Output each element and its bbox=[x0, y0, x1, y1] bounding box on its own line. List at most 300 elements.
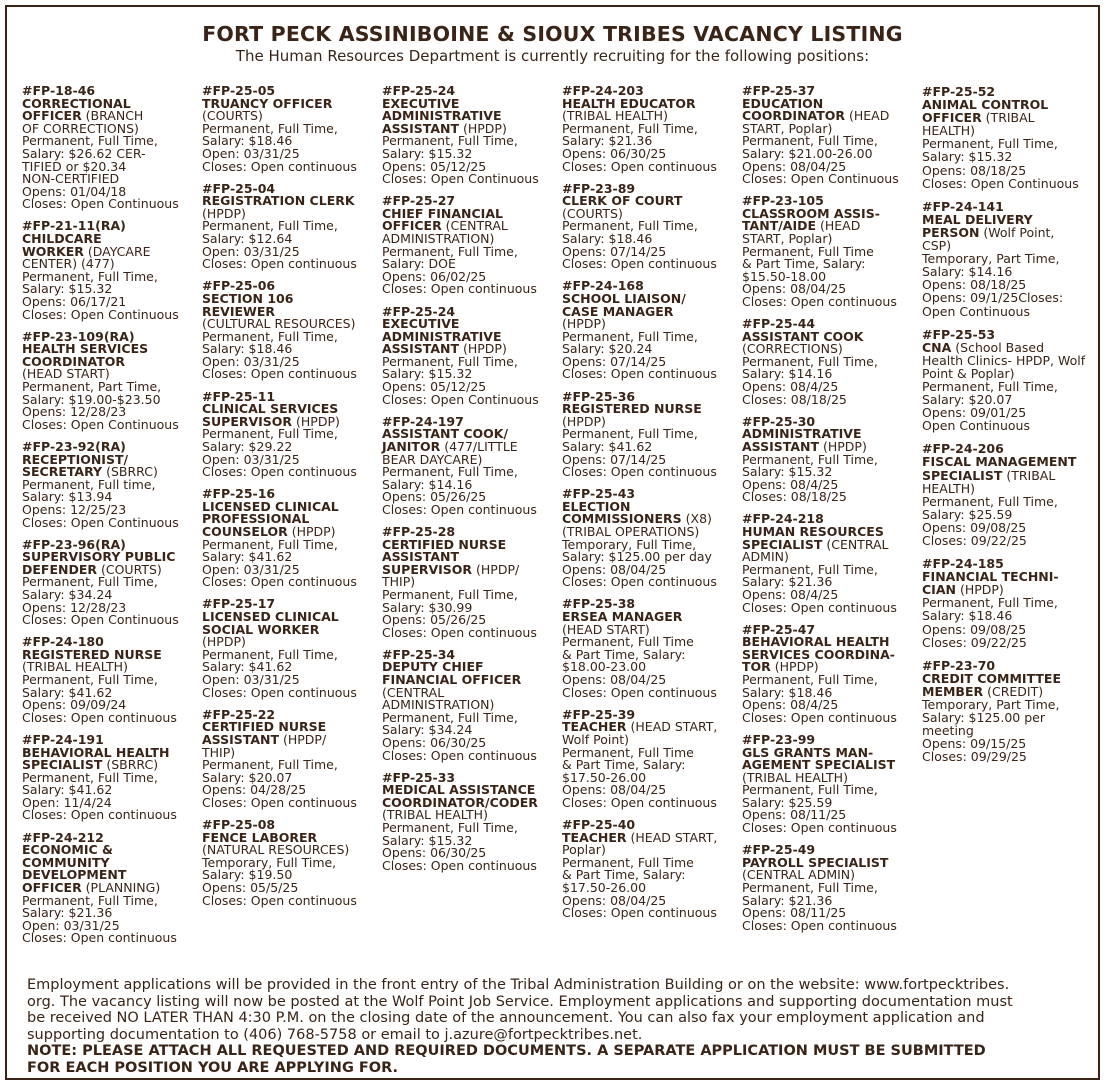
vacancy-line: THIP) bbox=[202, 744, 236, 760]
vacancy-line: Opens: 06/30/25 bbox=[382, 845, 487, 861]
vacancy-line: Closes: Open Continuous bbox=[22, 416, 179, 432]
vacancy-line: Opens: 08/04/25 bbox=[562, 672, 667, 688]
vacancy-listing bbox=[202, 280, 380, 381]
vacancy-line: SUPERVISORY PUBLIC bbox=[22, 549, 176, 565]
vacancy-line: SUPERVISOR (HPDP) bbox=[202, 413, 340, 429]
vacancy-line: Permanent, Part Time, bbox=[22, 379, 162, 395]
position-number: #FP-25-22 bbox=[202, 706, 276, 722]
vacancy-column-2 bbox=[202, 85, 380, 917]
position-number: #FP-24-197 bbox=[382, 413, 464, 429]
position-number: #FP-21-11(RA) bbox=[22, 218, 126, 234]
vacancy-listing bbox=[742, 85, 920, 186]
vacancy-line: Closes: Open continuous bbox=[562, 905, 717, 921]
vacancy-line: EXECUTIVE bbox=[382, 316, 460, 332]
vacancy-line: CLASSROOM ASSIS- bbox=[742, 205, 880, 221]
vacancy-line: Salary: $14.16 bbox=[922, 264, 1013, 280]
vacancy-line: CERTIFIED NURSE bbox=[202, 719, 327, 735]
vacancy-line: Permanent, Full Time, bbox=[382, 243, 518, 259]
vacancy-line: Salary: $18.46 bbox=[742, 684, 833, 700]
vacancy-line: Permanent, Full Time, bbox=[742, 133, 878, 149]
vacancy-listing bbox=[22, 636, 200, 724]
vacancy-line: ADMINISTRATIVE bbox=[742, 426, 862, 442]
vacancy-line: Salary: $21.36 bbox=[742, 574, 833, 590]
vacancy-line: Permanent, Full Time, bbox=[202, 426, 338, 442]
position-number: #FP-24-185 bbox=[922, 556, 1004, 572]
vacancy-line: Opens: 08/11/25 bbox=[742, 807, 847, 823]
position-number: #FP-25-06 bbox=[202, 278, 276, 294]
vacancy-line: Opens: 09/08/25 bbox=[922, 519, 1027, 535]
vacancy-line: EDUCATION bbox=[742, 95, 824, 111]
vacancy-line: Salary: $30.99 bbox=[382, 599, 473, 615]
vacancy-line: Permanent, Full Time, bbox=[22, 892, 158, 908]
vacancy-line: Permanent, Full Time bbox=[562, 634, 694, 650]
vacancy-line: Health Clinics- HPDP, Wolf bbox=[922, 352, 1086, 368]
vacancy-listing bbox=[562, 280, 740, 381]
vacancy-line: ADMINISTRATION) bbox=[382, 231, 495, 247]
vacancy-line: BEHAVIORAL HEALTH bbox=[742, 634, 890, 650]
vacancy-columns bbox=[22, 85, 1097, 965]
vacancy-listing bbox=[742, 195, 920, 308]
vacancy-line: Salary: $26.62 CER- bbox=[22, 145, 146, 161]
vacancy-line: OFFICER (TRIBAL bbox=[922, 110, 1035, 126]
vacancy-line: Permanent, Full Time, bbox=[562, 218, 698, 234]
vacancy-line: Closes: Open continuous bbox=[562, 366, 717, 382]
vacancy-line: Closes: Open continuous bbox=[742, 599, 897, 615]
position-number: #FP-25-30 bbox=[742, 413, 816, 429]
vacancy-line: Salary: $15.32 bbox=[22, 281, 113, 297]
vacancy-line: (TRIBAL HEALTH) bbox=[562, 108, 668, 124]
vacancy-line: COORDINATOR/CODER bbox=[382, 794, 538, 810]
vacancy-line: Opens: 05/26/25 bbox=[382, 489, 487, 505]
vacancy-line: Salary: $41.62 bbox=[22, 684, 113, 700]
page-subtitle: The Human Resources Department is currently recruiting for the following positions: bbox=[235, 47, 870, 65]
position-number: #FP-25-11 bbox=[202, 388, 276, 404]
vacancy-column-6 bbox=[922, 85, 1100, 774]
vacancy-line: Closes: Open Continuous bbox=[22, 514, 179, 530]
vacancy-line: ASSISTANT bbox=[382, 549, 459, 565]
vacancy-line: Salary: $15.32 bbox=[742, 464, 833, 480]
vacancy-line: (COURTS) bbox=[202, 108, 263, 124]
vacancy-line: Temporary, Full Time, bbox=[562, 536, 697, 552]
position-number: #FP-25-52 bbox=[922, 84, 996, 99]
vacancy-line: HEALTH) bbox=[922, 123, 976, 139]
vacancy-line: Closes: Open Continuous bbox=[742, 171, 899, 187]
vacancy-line: (CULTURAL RESOURCES) bbox=[202, 316, 356, 332]
vacancy-line: Permanent, Full Time, bbox=[742, 672, 878, 688]
vacancy-line: & Part Time, Salary: bbox=[562, 867, 686, 883]
vacancy-line: Closes: Open continuous bbox=[562, 256, 717, 272]
vacancy-line: Closes: Open continuous bbox=[742, 709, 897, 725]
vacancy-line: ERSEA MANAGER bbox=[562, 609, 683, 625]
vacancy-line: Opens: 08/04/25 bbox=[742, 158, 847, 174]
listing-frame bbox=[5, 5, 1100, 1080]
vacancy-listing bbox=[562, 85, 740, 173]
vacancy-line: Opens: 08/4/25 bbox=[742, 379, 839, 395]
vacancy-line: REVIEWER bbox=[202, 303, 275, 319]
vacancy-line: FINANCIAL TECHNI- bbox=[922, 569, 1059, 585]
vacancy-line: FENCE LABORER bbox=[202, 829, 318, 845]
vacancy-listing bbox=[742, 844, 920, 932]
vacancy-line: Opens: 06/02/25 bbox=[382, 268, 487, 284]
vacancy-line: DEVELOPMENT bbox=[22, 867, 127, 883]
vacancy-line: Poplar) bbox=[562, 842, 606, 858]
vacancy-line: Closes: Open continuous bbox=[202, 366, 357, 382]
vacancy-line: (COURTS) bbox=[562, 205, 623, 221]
vacancy-line: TEACHER (HEAD START, bbox=[562, 829, 718, 845]
position-number: #FP-25-27 bbox=[382, 193, 456, 209]
position-number: #FP-25-28 bbox=[382, 524, 456, 539]
vacancy-line: Permanent, Full Time, bbox=[922, 136, 1058, 152]
vacancy-line: Salary: $21.36 bbox=[742, 892, 833, 908]
vacancy-line: Open: 03/31/25 bbox=[202, 451, 300, 467]
vacancy-listing bbox=[922, 85, 1100, 190]
position-number: #FP-24-218 bbox=[742, 511, 824, 527]
vacancy-line: Salary: $20.07 bbox=[922, 392, 1013, 408]
vacancy-line: Closes: Open continuous bbox=[382, 624, 537, 640]
vacancy-line: (CENTRAL ADMIN) bbox=[742, 867, 856, 883]
vacancy-listing bbox=[382, 195, 560, 296]
vacancy-line: COUNSELOR (HPDP) bbox=[202, 524, 336, 539]
vacancy-line: Closes: Open continuous bbox=[742, 820, 897, 836]
vacancy-listing bbox=[382, 526, 560, 639]
vacancy-line: OFFICER (CENTRAL bbox=[382, 218, 508, 234]
vacancy-line: Closes: Open Continuous bbox=[382, 171, 539, 187]
vacancy-line: Salary: $13.94 bbox=[22, 489, 113, 505]
vacancy-line: Closes: 09/22/25 bbox=[922, 634, 1027, 650]
vacancy-listing bbox=[922, 659, 1100, 764]
vacancy-line: Permanent, Full Time, bbox=[22, 133, 158, 149]
vacancy-line: LICENSED CLINICAL bbox=[202, 609, 339, 625]
vacancy-listing bbox=[202, 488, 380, 589]
vacancy-line: Closes: Open Continuous bbox=[922, 175, 1079, 191]
vacancy-line: HUMAN RESOURCES bbox=[742, 524, 884, 539]
vacancy-line: Salary: $15.32 bbox=[382, 366, 473, 382]
position-number: #FP-25-38 bbox=[562, 596, 636, 612]
vacancy-line: ADMINISTRATIVE bbox=[382, 108, 502, 124]
position-number: #FP-25-53 bbox=[922, 326, 996, 342]
vacancy-line: Open Continuous bbox=[922, 303, 1030, 319]
vacancy-line: Salary: $21.00-26.00 bbox=[742, 145, 873, 161]
vacancy-line: SPECIALIST (SBRRC) bbox=[22, 757, 159, 773]
vacancy-line: Permanent, Full Time, bbox=[22, 769, 158, 785]
vacancy-line: DEPUTY CHIEF bbox=[382, 659, 484, 675]
vacancy-line: CHIEF FINANCIAL bbox=[382, 205, 503, 221]
vacancy-line: Closes: 09/22/25 bbox=[922, 533, 1027, 548]
vacancy-line: $17.50-26.00 bbox=[562, 769, 647, 785]
vacancy-line: Opens: 08/04/25 bbox=[562, 561, 667, 577]
vacancy-line: Permanent, Full Time, bbox=[202, 218, 338, 234]
vacancy-line: & Part Time, Salary: bbox=[562, 757, 686, 773]
vacancy-line: NON-CERTIFIED bbox=[22, 171, 120, 187]
vacancy-listing bbox=[202, 598, 380, 699]
position-number: #FP-25-24 bbox=[382, 83, 456, 98]
vacancy-line: CASE MANAGER bbox=[562, 303, 674, 319]
vacancy-listing bbox=[742, 621, 920, 725]
position-number: #FP-25-33 bbox=[382, 769, 456, 785]
vacancy-line: $15.50-18.00 bbox=[742, 268, 827, 284]
vacancy-line: CNA (School Based bbox=[922, 339, 1045, 355]
vacancy-line: CERTIFIED NURSE bbox=[382, 536, 507, 552]
vacancy-listing bbox=[562, 488, 740, 589]
vacancy-line: Permanent, Full Time, bbox=[382, 464, 518, 480]
vacancy-line: ASSISTANT (HPDP) bbox=[382, 120, 507, 136]
vacancy-line: Closes: Open continuous bbox=[562, 574, 717, 590]
vacancy-listing bbox=[742, 731, 920, 836]
vacancy-line: START, Poplar) bbox=[742, 231, 833, 247]
vacancy-line: BEAR DAYCARE) bbox=[382, 451, 483, 467]
instructions-line: be received NO LATER THAN 4:30 P.M. on the closing date of the announcement. You can also fax your employment application and bbox=[27, 1010, 985, 1027]
vacancy-line: Permanent, Full Time, bbox=[382, 353, 518, 369]
vacancy-line: Opens: 05/12/25 bbox=[382, 158, 487, 174]
position-number: #FP-25-17 bbox=[202, 596, 276, 612]
vacancy-listing bbox=[742, 513, 920, 614]
vacancy-line: Permanent, Full Time, bbox=[562, 426, 698, 442]
vacancy-line: PERSON (Wolf Point, bbox=[922, 224, 1055, 240]
vacancy-line: Opens: 08/04/25 bbox=[742, 281, 847, 297]
note-line: FOR EACH POSITION YOU ARE APPLYING FOR. bbox=[27, 1059, 399, 1076]
vacancy-line: Opens: 08/04/25 bbox=[562, 892, 667, 908]
position-number: #FP-25-39 bbox=[562, 706, 636, 722]
position-number: #FP-25-37 bbox=[742, 83, 816, 98]
vacancy-line: Closes: Open continuous bbox=[562, 684, 717, 700]
vacancy-line: Closes: Open continuous bbox=[22, 807, 177, 823]
vacancy-line: ADMINISTRATION) bbox=[382, 697, 495, 713]
vacancy-line: Closes: Open continuous bbox=[22, 930, 177, 946]
vacancy-line: Opens: 08/4/25 bbox=[742, 586, 839, 602]
position-number: #FP-23-109(RA) bbox=[22, 328, 135, 344]
vacancy-listing bbox=[562, 388, 740, 480]
position-number: #FP-23-99 bbox=[742, 731, 816, 747]
vacancy-line: Closes: Open Continuous bbox=[22, 612, 179, 628]
vacancy-line: COMMUNITY bbox=[22, 854, 110, 870]
vacancy-line: Permanent, Full Time, bbox=[202, 120, 338, 136]
position-number: #FP-25-24 bbox=[382, 303, 456, 319]
vacancy-line: Salary: $19.00-$23.50 bbox=[22, 391, 161, 407]
position-number: #FP-25-16 bbox=[202, 486, 276, 502]
vacancy-column-3 bbox=[382, 85, 560, 882]
vacancy-line: CREDIT COMMITTEE bbox=[922, 670, 1061, 686]
vacancy-line: Salary: $20.24 bbox=[562, 341, 653, 357]
vacancy-listing bbox=[922, 442, 1100, 547]
vacancy-line: Closes: Open continuous bbox=[202, 464, 357, 480]
vacancy-line: SUPERVISOR (HPDP/ bbox=[382, 561, 520, 577]
vacancy-line: Open: 03/31/25 bbox=[202, 672, 300, 688]
vacancy-line: Salary: $12.64 bbox=[202, 231, 293, 247]
position-number: #FP-25-04 bbox=[202, 180, 276, 196]
vacancy-line: TOR (HPDP) bbox=[742, 659, 819, 675]
vacancy-line: Closes: Open continuous bbox=[22, 709, 177, 725]
vacancy-listing bbox=[562, 598, 740, 699]
vacancy-line: Closes: Open continuous bbox=[742, 294, 897, 309]
position-number: #FP-24-203 bbox=[562, 83, 644, 98]
position-number: #FP-18-46 bbox=[22, 83, 96, 98]
vacancy-line: Permanent, Full Time, bbox=[382, 820, 518, 836]
vacancy-line: Opens: 08/18/25 bbox=[922, 277, 1027, 293]
vacancy-line: SCHOOL LIAISON/ bbox=[562, 290, 686, 306]
vacancy-line: Permanent, Full Time, bbox=[742, 451, 878, 467]
vacancy-line: SOCIAL WORKER bbox=[202, 621, 320, 637]
vacancy-line: Salary: $18.46 bbox=[202, 133, 293, 149]
vacancy-line: BEHAVIORAL HEALTH bbox=[22, 744, 170, 760]
vacancy-line: Open: 03/31/25 bbox=[202, 145, 300, 161]
vacancy-line: Salary: $19.50 bbox=[202, 867, 293, 883]
vacancy-line: Salary: $14.16 bbox=[382, 476, 473, 492]
vacancy-line: ASSISTANT (HPDP) bbox=[742, 438, 867, 454]
vacancy-line: Salary: $14.16 bbox=[742, 366, 833, 382]
page-title: FORT PECK ASSINIBOINE & SIOUX TRIBES VACANCY LISTING bbox=[202, 22, 903, 46]
vacancy-listing bbox=[22, 731, 200, 823]
vacancy-listing bbox=[382, 646, 560, 763]
position-number: #FP-24-191 bbox=[22, 731, 104, 747]
vacancy-line: HEALTH) bbox=[922, 480, 976, 496]
vacancy-line: Opens: 09/08/25 bbox=[922, 621, 1027, 637]
vacancy-line: PAYROLL SPECIALIST bbox=[742, 854, 889, 870]
vacancy-line: Salary: $125.00 per bbox=[922, 710, 1045, 726]
vacancy-line: OFFICER (BRANCH bbox=[22, 108, 144, 124]
vacancy-listing bbox=[202, 816, 380, 908]
vacancy-line: Closes: Open continuous bbox=[202, 794, 357, 810]
vacancy-line: Temporary, Part Time, bbox=[922, 251, 1060, 267]
vacancy-listing bbox=[922, 557, 1100, 649]
vacancy-line: Salary: DOE bbox=[382, 256, 456, 272]
vacancy-line: Opens: 09/15/25 bbox=[922, 736, 1027, 752]
vacancy-line: Closes: 08/18/25 bbox=[742, 391, 847, 407]
vacancy-line: (TRIBAL OPERATIONS) bbox=[562, 524, 700, 539]
vacancy-line: START, Poplar) bbox=[742, 120, 833, 136]
vacancy-line: SPECIALIST (CENTRAL bbox=[742, 536, 889, 552]
vacancy-line: MEAL DELIVERY bbox=[922, 211, 1033, 227]
vacancy-line: Temporary, Full Time, bbox=[202, 854, 337, 870]
vacancy-line: Closes: Open continuous bbox=[202, 256, 357, 272]
vacancy-line: Closes: Open continuous bbox=[202, 684, 357, 700]
position-number: #FP-23-89 bbox=[562, 180, 636, 196]
vacancy-line: (NATURAL RESOURCES) bbox=[202, 842, 350, 858]
position-number: #FP-24-180 bbox=[22, 634, 104, 650]
vacancy-line: Permanent, Full Time, bbox=[382, 586, 518, 602]
note-line: NOTE: PLEASE ATTACH ALL REQUESTED AND REQUIRED DOCUMENTS. A SEPARATE APPLICATION MUST BE SUBMITTED bbox=[27, 1043, 986, 1060]
vacancy-line: $18.00-23.00 bbox=[562, 659, 647, 675]
vacancy-line: REGISTERED NURSE bbox=[22, 646, 162, 662]
vacancy-line: $17.50-26.00 bbox=[562, 879, 647, 895]
vacancy-line: Permanent, Full Time, bbox=[22, 268, 158, 284]
vacancy-line: ASSISTANT (HPDP) bbox=[382, 341, 507, 357]
vacancy-line: Wolf Point) bbox=[562, 731, 630, 747]
position-number: #FP-24-141 bbox=[922, 198, 1004, 214]
vacancy-line: REGISTRATION CLERK bbox=[202, 193, 355, 209]
vacancy-line: Permanent, Full Time, bbox=[382, 709, 518, 725]
vacancy-line: (HEAD START) bbox=[562, 621, 650, 637]
vacancy-line: Closes: Open continuous bbox=[202, 158, 357, 174]
vacancy-line: COMMISSIONERS (X8) bbox=[562, 511, 712, 527]
vacancy-line: RECEPTIONIST/ bbox=[22, 451, 129, 467]
vacancy-listing bbox=[22, 220, 200, 321]
vacancy-line: Closes: Open Continuous bbox=[22, 306, 179, 322]
vacancy-line: ADMINISTRATIVE bbox=[382, 328, 502, 344]
vacancy-line: Opens: 12/28/23 bbox=[22, 599, 127, 615]
vacancy-line: CLINICAL SERVICES bbox=[202, 401, 339, 417]
vacancy-line: Salary: $25.59 bbox=[742, 794, 833, 810]
vacancy-listing bbox=[22, 829, 200, 946]
vacancy-line: Closes: 08/18/25 bbox=[742, 489, 847, 505]
vacancy-line: Opens: 04/28/25 bbox=[202, 782, 307, 798]
vacancy-line: Opens: 09/01/25 bbox=[922, 405, 1027, 421]
vacancy-line: Opens: 07/14/25 bbox=[562, 451, 667, 467]
vacancy-line: MEMBER (CREDIT) bbox=[922, 683, 1044, 699]
vacancy-line: TRUANCY OFFICER bbox=[202, 95, 333, 111]
position-number: #FP-25-43 bbox=[562, 486, 636, 502]
vacancy-line: Permanent, Full Time, bbox=[742, 879, 878, 895]
position-number: #FP-25-40 bbox=[562, 816, 636, 832]
vacancy-listing bbox=[562, 180, 740, 272]
vacancy-line: SECRETARY (SBRRC) bbox=[22, 464, 158, 480]
vacancy-line: Salary: $41.62 bbox=[202, 659, 293, 675]
vacancy-line: Opens: 01/04/18 bbox=[22, 183, 127, 199]
vacancy-line: Salary: $15.32 bbox=[382, 832, 473, 848]
vacancy-line: Closes: Open Continuous bbox=[22, 196, 179, 212]
vacancy-line: Opens: 08/11/25 bbox=[742, 905, 847, 921]
vacancy-line: meeting bbox=[922, 723, 974, 739]
vacancy-line: Permanent, Full Time, bbox=[382, 133, 518, 149]
vacancy-line: Opens: 06/30/25 bbox=[562, 145, 667, 161]
position-number: #FP-23-70 bbox=[922, 657, 996, 673]
position-number: #FP-25-05 bbox=[202, 83, 276, 98]
vacancy-listing bbox=[202, 180, 380, 272]
vacancy-line: MEDICAL ASSISTANCE bbox=[382, 782, 536, 798]
position-number: #FP-25-36 bbox=[562, 388, 636, 404]
vacancy-line: ELECTION bbox=[562, 498, 631, 514]
instructions-line: Employment applications will be provided in the front entry of the Tribal Administration Building or on the website: www.fortpecktribes. bbox=[27, 977, 1010, 993]
vacancy-line: Opens: 09/09/24 bbox=[22, 697, 127, 713]
vacancy-column-1 bbox=[22, 85, 200, 954]
vacancy-line: LICENSED CLINICAL bbox=[202, 498, 339, 514]
vacancy-line: Permanent, Full Time, bbox=[922, 493, 1058, 509]
vacancy-line: Temporary, Part Time, bbox=[922, 697, 1060, 713]
vacancy-line: (HPDP) bbox=[562, 316, 606, 332]
vacancy-line: Opens: 05/5/25 bbox=[202, 879, 299, 895]
vacancy-listing bbox=[22, 328, 200, 432]
vacancy-line: Salary: $18.46 bbox=[922, 608, 1013, 624]
vacancy-listing bbox=[742, 318, 920, 406]
vacancy-column-5 bbox=[742, 85, 920, 942]
vacancy-line: Salary: $34.24 bbox=[22, 586, 113, 602]
instructions-line: org. The vacancy listing will now be posted at the Wolf Point Job Service. Employment applications and supporting documentation must bbox=[27, 993, 1013, 1010]
vacancy-line: Open: 03/31/25 bbox=[22, 917, 120, 933]
vacancy-line: Permanent, Full Time, bbox=[562, 328, 698, 344]
vacancy-listing bbox=[562, 816, 740, 921]
vacancy-line: Salary: $29.22 bbox=[202, 438, 293, 454]
vacancy-line: (TRIBAL HEALTH) bbox=[22, 659, 128, 675]
position-number: #FP-23-96(RA) bbox=[22, 536, 126, 552]
vacancy-listing bbox=[922, 200, 1100, 318]
vacancy-line: SECTION 106 bbox=[202, 290, 294, 306]
vacancy-line: Opens: 05/26/25 bbox=[382, 612, 487, 628]
vacancy-line: Closes: Open continuous bbox=[202, 892, 357, 908]
vacancy-line: Closes: Open continuous bbox=[382, 281, 537, 297]
vacancy-line: AGEMENT SPECIALIST bbox=[742, 757, 896, 773]
vacancy-line: Opens: 08/4/25 bbox=[742, 476, 839, 492]
position-number: #FP-25-49 bbox=[742, 842, 816, 858]
vacancy-line: Permanent, Full Time, bbox=[202, 328, 338, 344]
vacancy-line: Salary: $15.32 bbox=[922, 149, 1013, 165]
vacancy-listing bbox=[202, 706, 380, 810]
vacancy-line: Salary: $41.62 bbox=[202, 549, 293, 565]
vacancy-listing bbox=[202, 85, 380, 173]
vacancy-line: Salary: $15.32 bbox=[382, 145, 473, 161]
vacancy-line: Permanent, Full Time, bbox=[742, 782, 878, 798]
vacancy-line: PROFESSIONAL bbox=[202, 511, 310, 527]
vacancy-line: Closes: Open continuous bbox=[382, 501, 537, 517]
vacancy-line: Opens: 07/14/25 bbox=[562, 353, 667, 369]
